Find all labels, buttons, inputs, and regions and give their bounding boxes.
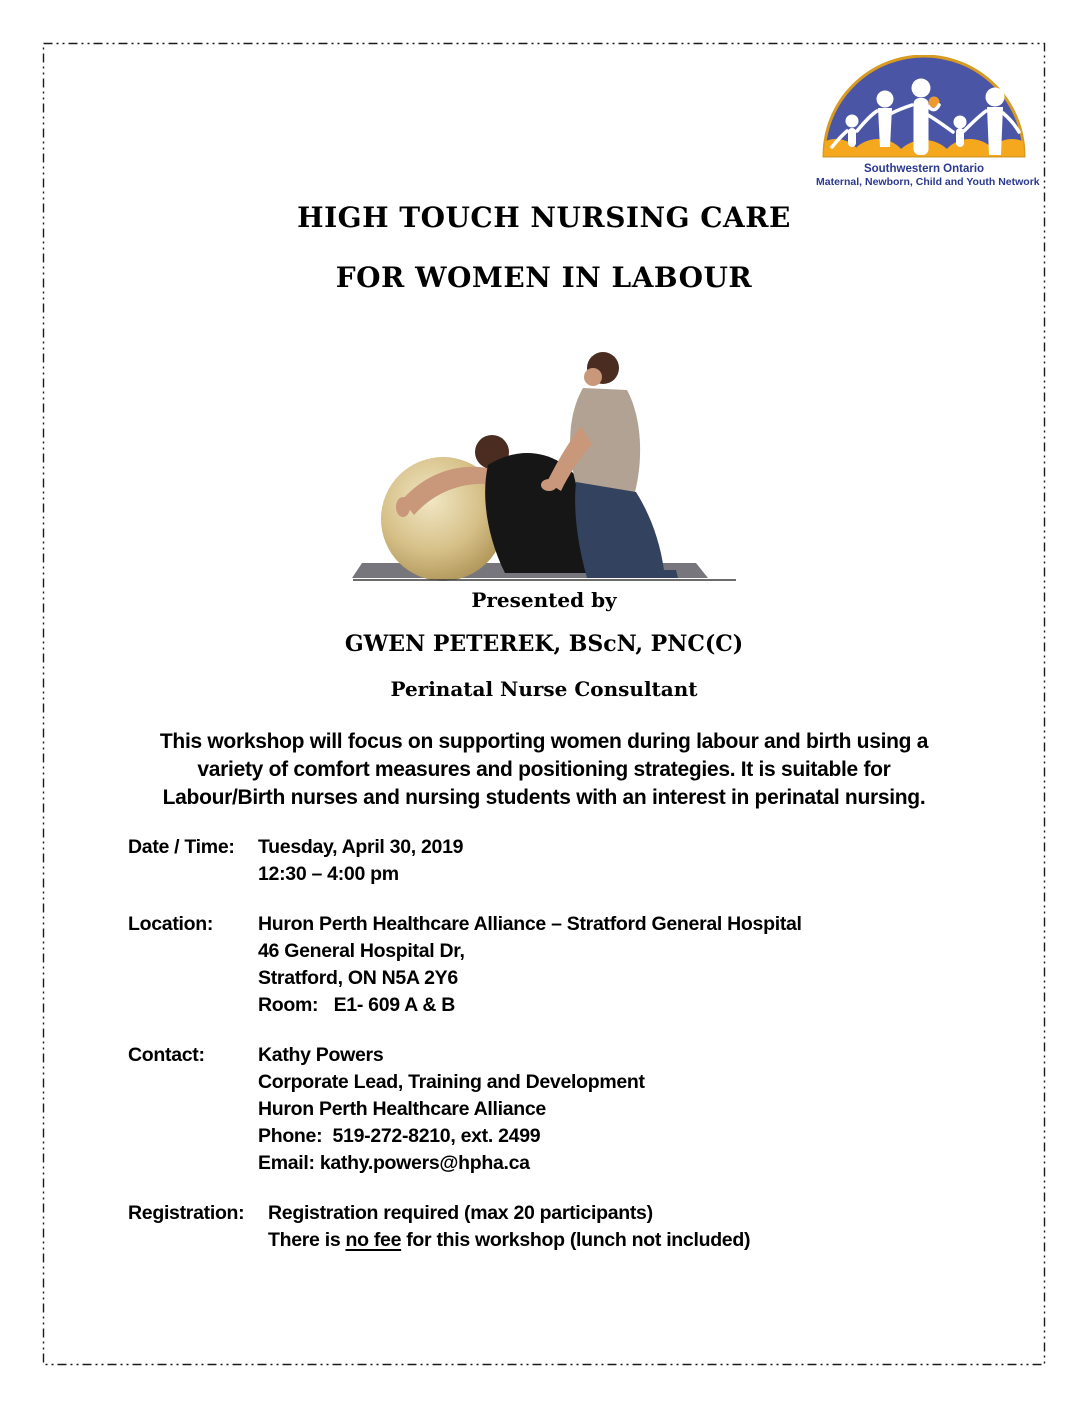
network-logo xyxy=(816,55,1040,189)
contact-value xyxy=(258,1042,938,1177)
nurse-jeans xyxy=(575,482,678,578)
event-details xyxy=(128,834,938,1277)
description-line: variety of comfort measures and positioning strategies. It is suitable for xyxy=(197,758,891,781)
location-line: 46 General Hospital Dr, xyxy=(258,940,465,962)
contact-phone-line: Phone: 519-272-8210, ext. 2499 xyxy=(258,1125,541,1147)
contact-org-line: Huron Perth Healthcare Alliance xyxy=(258,1098,546,1120)
registration-row xyxy=(128,1200,938,1254)
contact-email-line: Email: kathy.powers@hpha.ca xyxy=(258,1152,530,1174)
registration-line2: There is no fee for this workshop (lunch not included) xyxy=(268,1229,751,1251)
contact-label: Contact: xyxy=(128,1044,205,1066)
date-time-row xyxy=(128,834,938,888)
date-line: Tuesday, April 30, 2019 xyxy=(258,836,464,858)
location-row xyxy=(128,911,938,1019)
presenter-name: GWEN PETEREK, BScN, PNC(C) xyxy=(344,631,744,657)
location-line: Huron Perth Healthcare Alliance – Stratford General Hospital xyxy=(258,913,802,935)
date-time-label: Date / Time: xyxy=(128,836,235,858)
flyer-title xyxy=(0,201,1088,294)
workshop-description xyxy=(124,728,964,812)
location-value xyxy=(258,911,938,1019)
contact-row xyxy=(128,1042,938,1177)
presented-by-label: Presented by xyxy=(471,588,617,612)
no-fee-underlined: no fee xyxy=(345,1229,402,1251)
registration-label: Registration: xyxy=(128,1202,245,1224)
logo-network-name: Maternal, Newborn, Child and Youth Network xyxy=(816,176,1040,188)
location-label: Location: xyxy=(128,913,214,935)
flyer-title-line1: HIGH TOUCH NURSING CARE xyxy=(297,201,791,234)
location-line: Room: E1- 609 A & B xyxy=(258,994,456,1016)
description-line: Labour/Birth nurses and nursing students with an interest in perinatal nursing. xyxy=(162,786,926,809)
description-line: This workshop will focus on supporting women during labour and birth using a xyxy=(159,730,929,753)
registration-value xyxy=(268,1200,938,1254)
network-logo-graphic xyxy=(818,55,1030,161)
logo-region-name: Southwestern Ontario xyxy=(863,163,985,175)
date-time-value xyxy=(258,834,938,888)
birthing-ball-photo xyxy=(340,332,740,582)
time-line: 12:30 – 4:00 pm xyxy=(258,863,399,885)
registration-line1: Registration required (max 20 participants) xyxy=(268,1202,653,1224)
location-line: Stratford, ON N5A 2Y6 xyxy=(258,967,458,989)
presented-by-block xyxy=(0,588,1088,701)
contact-name-line: Kathy Powers xyxy=(258,1044,384,1066)
contact-title-line: Corporate Lead, Training and Development xyxy=(258,1071,645,1093)
presenter-role: Perinatal Nurse Consultant xyxy=(390,677,698,701)
flyer-title-line2: FOR WOMEN IN LABOUR xyxy=(335,261,753,294)
